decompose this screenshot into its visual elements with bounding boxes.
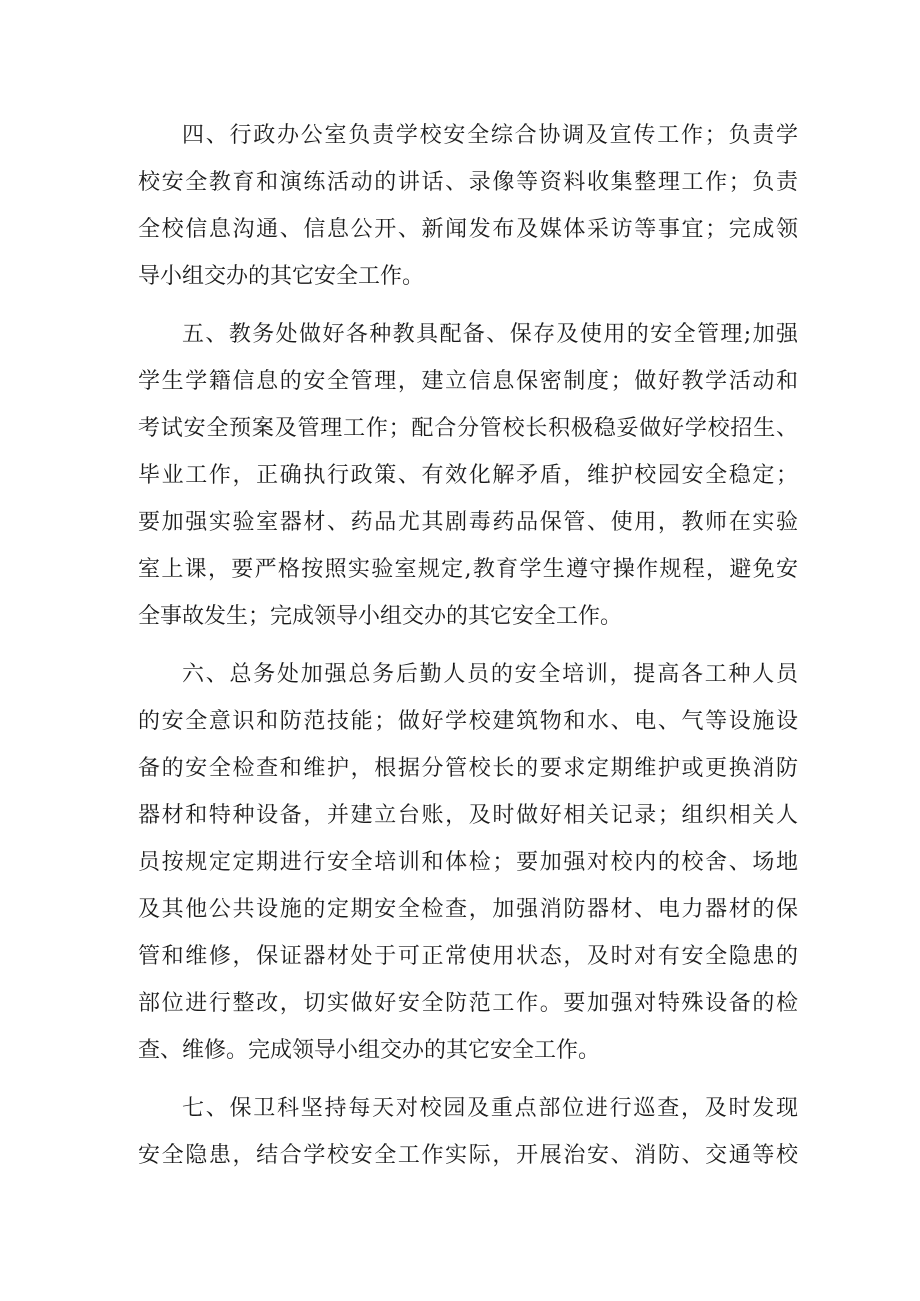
text-line: 查、维修。完成领导小组交办的其它安全工作。	[138, 1038, 601, 1063]
text-line: 备的安全检查和维护，根据分管校长的要求定期维护或更换消防	[138, 756, 798, 781]
text-line: 考试安全预案及管理工作；配合分管校长积极稳妥做好学校招生、	[138, 416, 798, 441]
text-line: 校安全教育和演练活动的讲话、录像等资料收集整理工作；负责	[138, 170, 798, 195]
text-line: 学生学籍信息的安全管理，建立信息保密制度；做好教学活动和	[138, 369, 798, 394]
text-line: 七、保卫科坚持每天对校园及重点部位进行巡查，及时发现	[182, 1096, 798, 1121]
text-line: 四、行政办公室负责学校安全综合协调及宣传工作；负责学	[182, 123, 798, 148]
document-body	[138, 112, 798, 1190]
text-line: 器材和特种设备，并建立台账，及时做好相关记录；组织相关人	[138, 803, 798, 828]
paragraph-7	[138, 1085, 798, 1179]
text-line: 员按规定定期进行安全培训和体检；要加强对校内的校舍、场地	[138, 850, 798, 875]
text-line: 室上课，要严格按照实验室规定,教育学生遵守操作规程，避免安	[138, 557, 798, 582]
text-line: 六、总务处加强总务后勤人员的安全培训，提高各工种人员	[182, 662, 798, 687]
paragraph-4	[138, 112, 798, 300]
text-line: 全事故发生；完成领导小组交办的其它安全工作。	[138, 604, 623, 629]
paragraph-5	[138, 311, 798, 640]
text-line: 要加强实验室器材、药品尤其剧毒药品保管、使用，教师在实验	[138, 510, 798, 535]
text-line: 全校信息沟通、信息公开、新闻发布及媒体采访等事宜；完成领	[138, 217, 798, 242]
text-line: 的安全意识和防范技能；做好学校建筑物和水、电、气等设施设	[138, 709, 798, 734]
text-line: 安全隐患，结合学校安全工作实际，开展治安、消防、交通等校	[138, 1143, 798, 1168]
text-line: 毕业工作，正确执行政策、有效化解矛盾，维护校园安全稳定；	[138, 463, 798, 488]
paragraph-6	[138, 651, 798, 1074]
text-line: 部位进行整改，切实做好安全防范工作。要加强对特殊设备的检	[138, 991, 798, 1016]
text-line: 五、教务处做好各种教具配备、保存及使用的安全管理;加强	[182, 322, 798, 347]
text-line: 及其他公共设施的定期安全检查，加强消防器材、电力器材的保	[138, 897, 798, 922]
text-line: 管和维修，保证器材处于可正常使用状态，及时对有安全隐患的	[138, 944, 798, 969]
text-line: 导小组交办的其它安全工作。	[138, 264, 425, 289]
